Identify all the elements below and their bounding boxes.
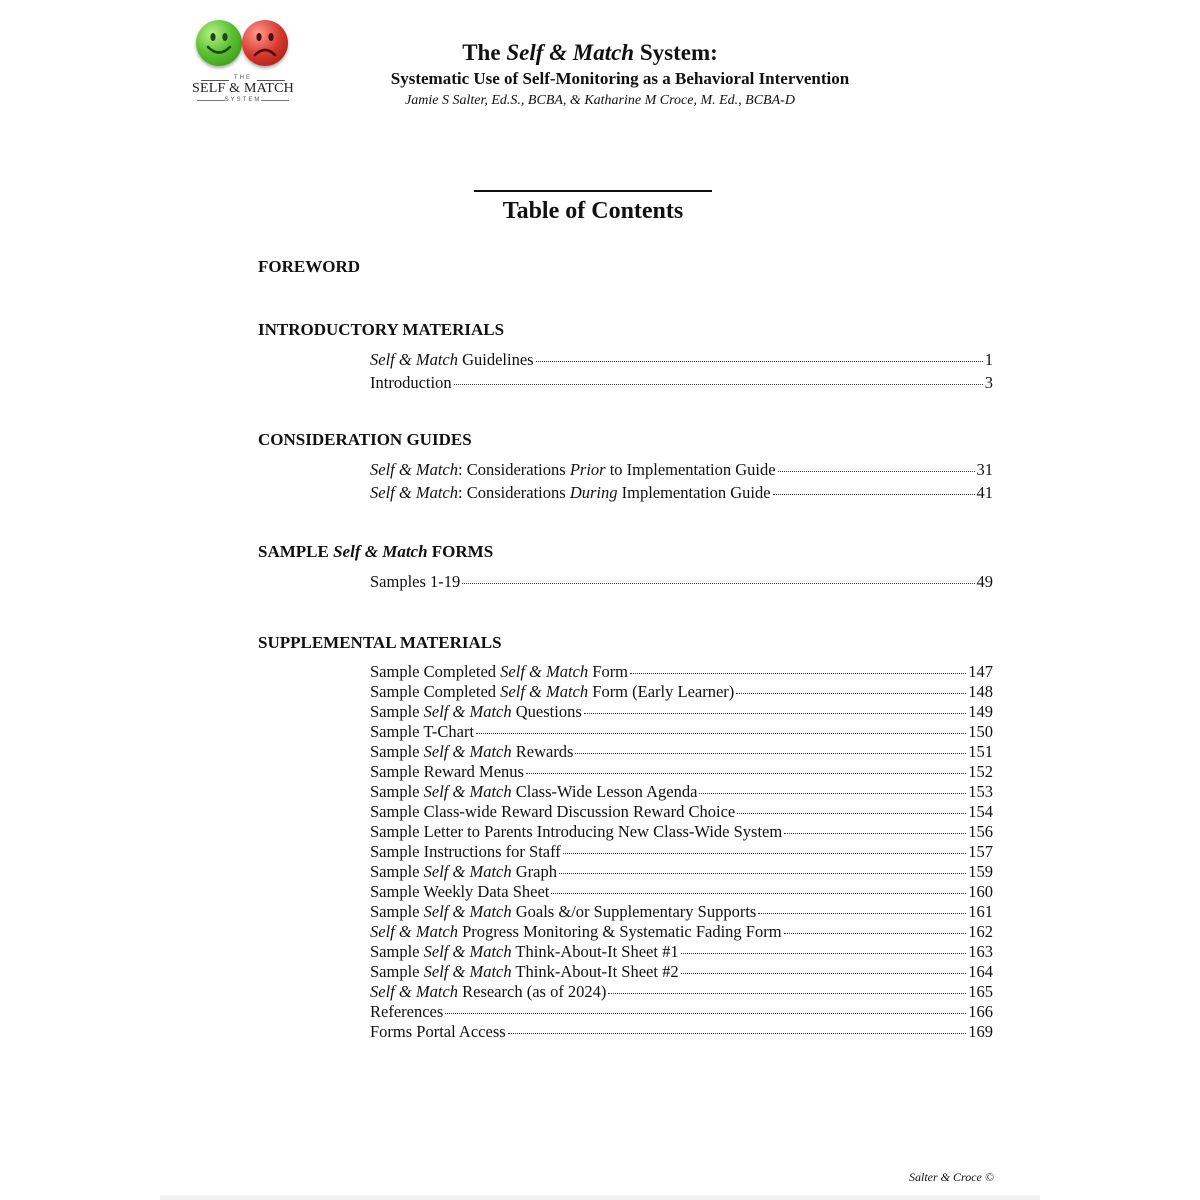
toc-entry-class-wide-lesson-agenda[interactable]: Sample Self & Match Class-Wide Lesson Agenda 153: [370, 782, 993, 801]
toc-entry-completed-form-early-learner[interactable]: Sample Completed Self & Match Form (Early Learner) 148: [370, 682, 993, 701]
toc-entry-forms-portal-access[interactable]: Forms Portal Access 169: [370, 1022, 993, 1041]
page-bottom-edge: [160, 1195, 1040, 1200]
self-and-match-logo: [193, 18, 293, 108]
toc-entry-references[interactable]: References 166: [370, 1002, 993, 1021]
section-introductory-materials: INTRODUCTORY MATERIALS: [258, 320, 505, 339]
toc-entry-weekly-data-sheet[interactable]: Sample Weekly Data Sheet 160: [370, 882, 993, 901]
logo-name-text: SELF & MATCH: [192, 81, 294, 96]
toc-entry-graph[interactable]: Sample Self & Match Graph 159: [370, 862, 993, 881]
document-subtitle: Systematic Use of Self-Monitoring as a Behavioral Intervention: [390, 69, 850, 88]
toc-entry-rewards[interactable]: Sample Self & Match Rewards 151: [370, 742, 993, 761]
toc-title: Table of Contents: [502, 198, 684, 224]
sad-face-icon: [242, 20, 288, 66]
toc-entry-think-about-it-2[interactable]: Sample Self & Match Think-About-It Sheet #2 164: [370, 962, 993, 981]
toc-entry-reward-discussion[interactable]: Sample Class-wide Reward Discussion Reward Choice 154: [370, 802, 993, 821]
toc-entry-completed-form[interactable]: Sample Completed Self & Match Form 147: [370, 662, 993, 681]
toc-entry-reward-menus[interactable]: Sample Reward Menus 152: [370, 762, 993, 781]
toc-entry-t-chart[interactable]: Sample T-Chart 150: [370, 722, 993, 741]
toc-entry-letter-to-parents[interactable]: Sample Letter to Parents Introducing New Class-Wide System 156: [370, 822, 993, 841]
toc-entry-questions[interactable]: Sample Self & Match Questions 149: [370, 702, 993, 721]
toc-entry-instructions-for-staff[interactable]: Sample Instructions for Staff 157: [370, 842, 993, 861]
section-sample-forms: SAMPLE Self & Match FORMS: [258, 542, 494, 561]
happy-face-icon: [196, 20, 242, 66]
document-page: [160, 0, 1040, 1200]
logo-system-text: SYSTEM: [224, 97, 262, 103]
document-title: The Self & Match System:: [462, 40, 718, 65]
document-authors: Jamie S Salter, Ed.S., BCBA, & Katharine M Croce, M. Ed., BCBA-D: [405, 93, 795, 108]
toc-entry-think-about-it-1[interactable]: Sample Self & Match Think-About-It Sheet #1 163: [370, 942, 993, 961]
toc-entry-progress-monitoring[interactable]: Self & Match Progress Monitoring & Systematic Fading Form 162: [370, 922, 993, 941]
section-supplemental-materials: SUPPLEMENTAL MATERIALS: [258, 633, 502, 652]
logo-the-text: THE: [234, 75, 252, 81]
toc-entry-guidelines[interactable]: Self & Match Guidelines 1: [370, 350, 993, 369]
toc-entry-goals-supports[interactable]: Sample Self & Match Goals &/or Supplementary Supports 161: [370, 902, 993, 921]
section-consideration-guides: CONSIDERATION GUIDES: [258, 430, 472, 449]
toc-entry-samples[interactable]: Samples 1-19 49: [370, 572, 993, 591]
toc-entry-research[interactable]: Self & Match Research (as of 2024) 165: [370, 982, 993, 1001]
toc-entry-considerations-during[interactable]: Self & Match: Considerations During Implementation Guide 41: [370, 483, 993, 502]
section-foreword: FOREWORD: [258, 257, 360, 276]
page-footer-copyright: Salter & Croce ©: [909, 1170, 994, 1184]
toc-title-rule: [474, 190, 712, 192]
toc-entry-introduction[interactable]: Introduction 3: [370, 373, 993, 392]
toc-entry-considerations-prior[interactable]: Self & Match: Considerations Prior to Implementation Guide 31: [370, 460, 993, 479]
